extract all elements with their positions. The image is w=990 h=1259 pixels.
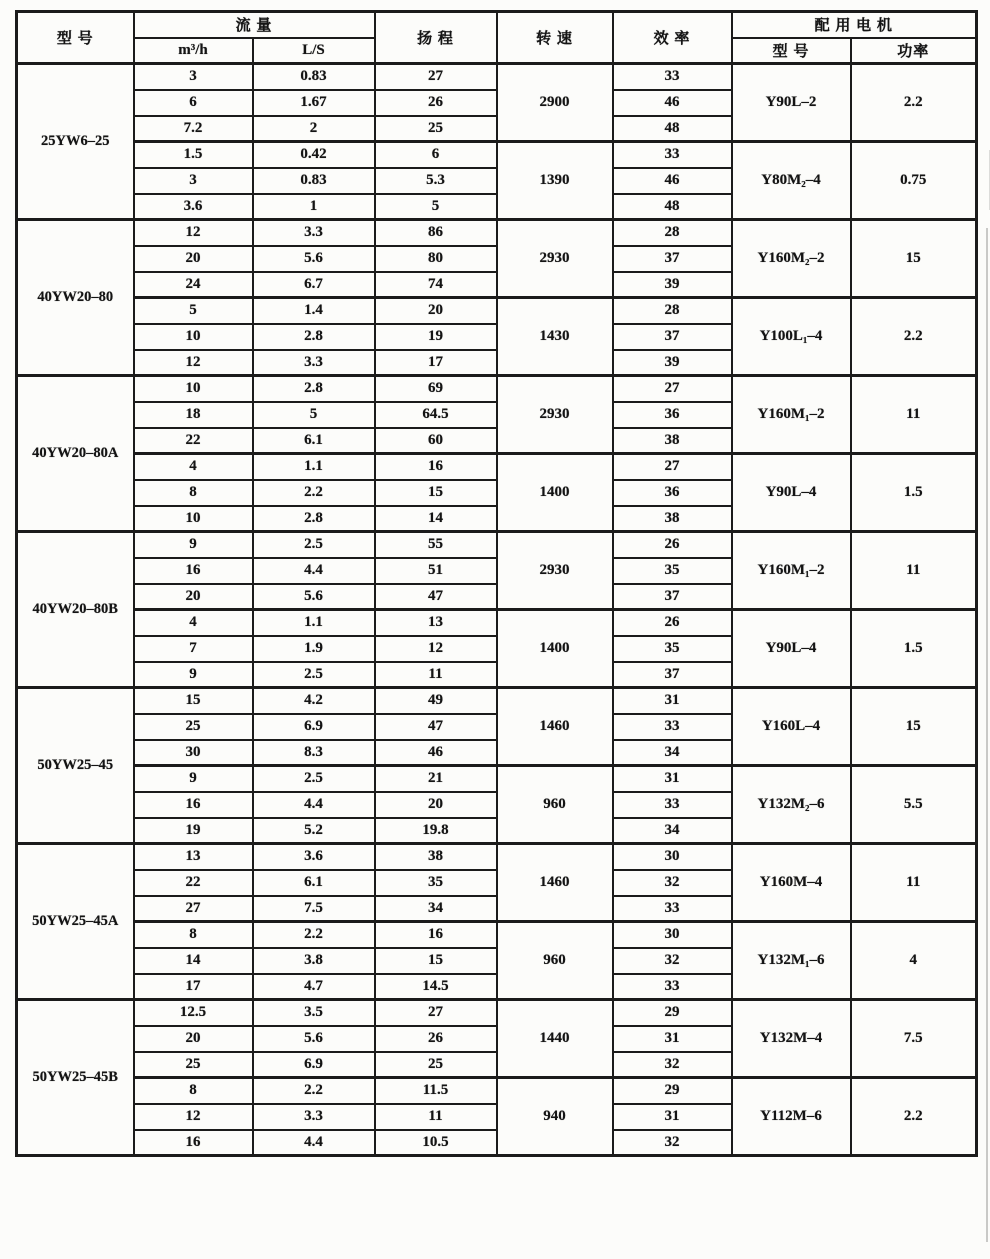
speed-cell: 2930: [497, 376, 613, 454]
motor-model-cell: Y90L–4: [732, 454, 851, 532]
efficiency-cell: 37: [613, 246, 732, 272]
motor-power-cell: 11: [851, 532, 977, 610]
efficiency-cell: 33: [613, 714, 732, 740]
motor-model-cell: Y90L–2: [732, 64, 851, 142]
head-cell: 34: [375, 896, 497, 922]
flow-m3h-cell: 20: [134, 1026, 253, 1052]
flow-ls-cell: 3.6: [253, 844, 375, 870]
flow-ls-cell: 2: [253, 116, 375, 142]
flow-m3h-cell: 25: [134, 714, 253, 740]
flow-ls-cell: 3.8: [253, 948, 375, 974]
header-flow-ls: L/S: [253, 38, 375, 64]
head-cell: 19.8: [375, 818, 497, 844]
motor-model-cell: Y132M₂–6: [732, 766, 851, 844]
head-cell: 47: [375, 584, 497, 610]
flow-ls-cell: 1.1: [253, 610, 375, 636]
header-motor-model: 型 号: [732, 38, 851, 64]
motor-model-cell: Y160M₁–2: [732, 376, 851, 454]
header-row-1: [17, 12, 977, 38]
flow-m3h-cell: 10: [134, 376, 253, 402]
model-name-cell: 50YW25–45B: [17, 1000, 134, 1156]
flow-ls-cell: 5.6: [253, 584, 375, 610]
efficiency-cell: 32: [613, 870, 732, 896]
header-motor-power: 功率: [851, 38, 977, 64]
motor-model-cell: Y160M–4: [732, 844, 851, 922]
motor-model-cell: Y132M₁–6: [732, 922, 851, 1000]
efficiency-cell: 37: [613, 662, 732, 688]
motor-power-cell: 2.2: [851, 1078, 977, 1156]
flow-ls-cell: 6.9: [253, 1052, 375, 1078]
motor-power-cell: 0.75: [851, 142, 977, 220]
head-cell: 11.5: [375, 1078, 497, 1104]
flow-ls-cell: 8.3: [253, 740, 375, 766]
efficiency-cell: 29: [613, 1078, 732, 1104]
head-cell: 15: [375, 480, 497, 506]
head-cell: 51: [375, 558, 497, 584]
flow-ls-cell: 1.4: [253, 298, 375, 324]
motor-model-cell: Y160M₂–2: [732, 220, 851, 298]
head-cell: 11: [375, 662, 497, 688]
efficiency-cell: 32: [613, 1052, 732, 1078]
scan-artifact-right-edge: [986, 228, 988, 1242]
flow-ls-cell: 1.67: [253, 90, 375, 116]
efficiency-cell: 27: [613, 454, 732, 480]
flow-ls-cell: 6.1: [253, 870, 375, 896]
model-name-cell: 25YW6–25: [17, 64, 134, 220]
flow-m3h-cell: 12: [134, 220, 253, 246]
flow-ls-cell: 2.8: [253, 506, 375, 532]
flow-ls-cell: 0.83: [253, 168, 375, 194]
flow-ls-cell: 6.9: [253, 714, 375, 740]
motor-power-cell: 2.2: [851, 298, 977, 376]
table-row: [17, 766, 977, 792]
flow-m3h-cell: 9: [134, 662, 253, 688]
head-cell: 11: [375, 1104, 497, 1130]
speed-cell: 940: [497, 1078, 613, 1156]
efficiency-cell: 37: [613, 584, 732, 610]
flow-m3h-cell: 16: [134, 558, 253, 584]
flow-m3h-cell: 22: [134, 870, 253, 896]
head-cell: 86: [375, 220, 497, 246]
flow-m3h-cell: 8: [134, 480, 253, 506]
motor-power-cell: 11: [851, 376, 977, 454]
flow-m3h-cell: 7.2: [134, 116, 253, 142]
head-cell: 26: [375, 1026, 497, 1052]
head-cell: 5: [375, 194, 497, 220]
efficiency-cell: 31: [613, 688, 732, 714]
motor-power-cell: 11: [851, 844, 977, 922]
head-cell: 69: [375, 376, 497, 402]
speed-cell: 1460: [497, 688, 613, 766]
speed-cell: 1430: [497, 298, 613, 376]
flow-m3h-cell: 22: [134, 428, 253, 454]
head-cell: 64.5: [375, 402, 497, 428]
efficiency-cell: 33: [613, 64, 732, 90]
head-cell: 14.5: [375, 974, 497, 1000]
flow-ls-cell: 4.2: [253, 688, 375, 714]
efficiency-cell: 38: [613, 506, 732, 532]
flow-ls-cell: 4.4: [253, 558, 375, 584]
head-cell: 25: [375, 1052, 497, 1078]
flow-m3h-cell: 14: [134, 948, 253, 974]
efficiency-cell: 33: [613, 142, 732, 168]
table-row: [17, 1000, 977, 1026]
head-cell: 5.3: [375, 168, 497, 194]
flow-m3h-cell: 8: [134, 1078, 253, 1104]
motor-model-cell: Y112M–6: [732, 1078, 851, 1156]
table-row: [17, 844, 977, 870]
efficiency-cell: 34: [613, 818, 732, 844]
motor-power-cell: 1.5: [851, 610, 977, 688]
efficiency-cell: 31: [613, 1026, 732, 1052]
motor-model-cell: Y90L–4: [732, 610, 851, 688]
header-motor-group: 配 用 电 机: [732, 12, 977, 38]
flow-m3h-cell: 10: [134, 506, 253, 532]
motor-power-cell: 4: [851, 922, 977, 1000]
flow-m3h-cell: 10: [134, 324, 253, 350]
speed-cell: 960: [497, 922, 613, 1000]
efficiency-cell: 35: [613, 636, 732, 662]
flow-m3h-cell: 6: [134, 90, 253, 116]
flow-m3h-cell: 12.5: [134, 1000, 253, 1026]
flow-ls-cell: 4.4: [253, 1130, 375, 1156]
efficiency-cell: 38: [613, 428, 732, 454]
flow-ls-cell: 2.2: [253, 922, 375, 948]
pump-spec-table: [15, 10, 978, 1157]
flow-ls-cell: 2.2: [253, 480, 375, 506]
flow-m3h-cell: 12: [134, 1104, 253, 1130]
flow-ls-cell: 6.1: [253, 428, 375, 454]
flow-m3h-cell: 20: [134, 584, 253, 610]
flow-m3h-cell: 16: [134, 1130, 253, 1156]
flow-ls-cell: 4.4: [253, 792, 375, 818]
table-row: [17, 610, 977, 636]
flow-ls-cell: 3.3: [253, 1104, 375, 1130]
speed-cell: 960: [497, 766, 613, 844]
flow-m3h-cell: 7: [134, 636, 253, 662]
head-cell: 10.5: [375, 1130, 497, 1156]
model-name-cell: 40YW20–80B: [17, 532, 134, 688]
flow-m3h-cell: 12: [134, 350, 253, 376]
table-body: [17, 64, 977, 1156]
head-cell: 15: [375, 948, 497, 974]
flow-m3h-cell: 24: [134, 272, 253, 298]
table-row: [17, 1078, 977, 1104]
efficiency-cell: 48: [613, 116, 732, 142]
efficiency-cell: 34: [613, 740, 732, 766]
flow-ls-cell: 4.7: [253, 974, 375, 1000]
head-cell: 16: [375, 922, 497, 948]
head-cell: 14: [375, 506, 497, 532]
head-cell: 16: [375, 454, 497, 480]
efficiency-cell: 33: [613, 896, 732, 922]
header-speed: 转 速: [497, 12, 613, 64]
efficiency-cell: 35: [613, 558, 732, 584]
flow-m3h-cell: 3.6: [134, 194, 253, 220]
head-cell: 25: [375, 116, 497, 142]
flow-m3h-cell: 19: [134, 818, 253, 844]
efficiency-cell: 28: [613, 220, 732, 246]
motor-model-cell: Y132M–4: [732, 1000, 851, 1078]
flow-m3h-cell: 15: [134, 688, 253, 714]
table-row: [17, 532, 977, 558]
head-cell: 49: [375, 688, 497, 714]
motor-model-cell: Y160M₁–2: [732, 532, 851, 610]
head-cell: 19: [375, 324, 497, 350]
flow-m3h-cell: 30: [134, 740, 253, 766]
header-model: 型 号: [17, 12, 134, 64]
model-name-cell: 40YW20–80A: [17, 376, 134, 532]
efficiency-cell: 29: [613, 1000, 732, 1026]
head-cell: 46: [375, 740, 497, 766]
speed-cell: 2900: [497, 64, 613, 142]
efficiency-cell: 36: [613, 402, 732, 428]
motor-power-cell: 2.2: [851, 64, 977, 142]
efficiency-cell: 33: [613, 974, 732, 1000]
flow-ls-cell: 0.42: [253, 142, 375, 168]
efficiency-cell: 37: [613, 324, 732, 350]
efficiency-cell: 36: [613, 480, 732, 506]
flow-m3h-cell: 18: [134, 402, 253, 428]
efficiency-cell: 46: [613, 90, 732, 116]
motor-power-cell: 1.5: [851, 454, 977, 532]
head-cell: 12: [375, 636, 497, 662]
table-row: [17, 376, 977, 402]
flow-m3h-cell: 9: [134, 532, 253, 558]
table-row: [17, 64, 977, 90]
flow-ls-cell: 1.1: [253, 454, 375, 480]
efficiency-cell: 39: [613, 272, 732, 298]
speed-cell: 2930: [497, 220, 613, 298]
flow-m3h-cell: 3: [134, 168, 253, 194]
speed-cell: 1390: [497, 142, 613, 220]
model-name-cell: 50YW25–45: [17, 688, 134, 844]
flow-ls-cell: 0.83: [253, 64, 375, 90]
flow-ls-cell: 7.5: [253, 896, 375, 922]
flow-m3h-cell: 3: [134, 64, 253, 90]
flow-ls-cell: 3.3: [253, 220, 375, 246]
motor-power-cell: 5.5: [851, 766, 977, 844]
efficiency-cell: 33: [613, 792, 732, 818]
flow-ls-cell: 5.2: [253, 818, 375, 844]
flow-m3h-cell: 20: [134, 246, 253, 272]
flow-m3h-cell: 4: [134, 610, 253, 636]
flow-ls-cell: 2.8: [253, 376, 375, 402]
head-cell: 60: [375, 428, 497, 454]
flow-ls-cell: 3.5: [253, 1000, 375, 1026]
head-cell: 80: [375, 246, 497, 272]
motor-power-cell: 7.5: [851, 1000, 977, 1078]
speed-cell: 2930: [497, 532, 613, 610]
head-cell: 26: [375, 90, 497, 116]
motor-model-cell: Y160L–4: [732, 688, 851, 766]
efficiency-cell: 46: [613, 168, 732, 194]
flow-ls-cell: 2.8: [253, 324, 375, 350]
header-head: 扬 程: [375, 12, 497, 64]
flow-ls-cell: 2.2: [253, 1078, 375, 1104]
header-efficiency: 效 率: [613, 12, 732, 64]
table-row: [17, 922, 977, 948]
speed-cell: 1440: [497, 1000, 613, 1078]
table-row: [17, 688, 977, 714]
speed-cell: 1460: [497, 844, 613, 922]
flow-m3h-cell: 1.5: [134, 142, 253, 168]
efficiency-cell: 27: [613, 376, 732, 402]
flow-ls-cell: 5: [253, 402, 375, 428]
motor-power-cell: 15: [851, 220, 977, 298]
head-cell: 6: [375, 142, 497, 168]
flow-m3h-cell: 9: [134, 766, 253, 792]
head-cell: 20: [375, 298, 497, 324]
head-cell: 35: [375, 870, 497, 896]
head-cell: 47: [375, 714, 497, 740]
flow-ls-cell: 6.7: [253, 272, 375, 298]
flow-m3h-cell: 5: [134, 298, 253, 324]
table-row: [17, 454, 977, 480]
efficiency-cell: 39: [613, 350, 732, 376]
head-cell: 20: [375, 792, 497, 818]
efficiency-cell: 26: [613, 610, 732, 636]
motor-power-cell: 15: [851, 688, 977, 766]
speed-cell: 1400: [497, 610, 613, 688]
header-flow-m3h: m³/h: [134, 38, 253, 64]
head-cell: 21: [375, 766, 497, 792]
flow-m3h-cell: 17: [134, 974, 253, 1000]
head-cell: 17: [375, 350, 497, 376]
table-row: [17, 142, 977, 168]
table-header: [17, 12, 977, 64]
efficiency-cell: 26: [613, 532, 732, 558]
flow-ls-cell: 3.3: [253, 350, 375, 376]
flow-ls-cell: 2.5: [253, 662, 375, 688]
flow-ls-cell: 2.5: [253, 532, 375, 558]
efficiency-cell: 28: [613, 298, 732, 324]
flow-ls-cell: 1.9: [253, 636, 375, 662]
efficiency-cell: 31: [613, 766, 732, 792]
efficiency-cell: 31: [613, 1104, 732, 1130]
flow-m3h-cell: 27: [134, 896, 253, 922]
head-cell: 27: [375, 64, 497, 90]
table-row: [17, 298, 977, 324]
efficiency-cell: 48: [613, 194, 732, 220]
head-cell: 74: [375, 272, 497, 298]
speed-cell: 1400: [497, 454, 613, 532]
efficiency-cell: 30: [613, 844, 732, 870]
flow-m3h-cell: 25: [134, 1052, 253, 1078]
head-cell: 38: [375, 844, 497, 870]
flow-m3h-cell: 8: [134, 922, 253, 948]
motor-model-cell: Y100L₁–4: [732, 298, 851, 376]
flow-ls-cell: 1: [253, 194, 375, 220]
efficiency-cell: 32: [613, 1130, 732, 1156]
head-cell: 27: [375, 1000, 497, 1026]
motor-model-cell: Y80M₂–4: [732, 142, 851, 220]
head-cell: 55: [375, 532, 497, 558]
flow-ls-cell: 5.6: [253, 1026, 375, 1052]
efficiency-cell: 30: [613, 922, 732, 948]
head-cell: 13: [375, 610, 497, 636]
flow-m3h-cell: 16: [134, 792, 253, 818]
flow-ls-cell: 2.5: [253, 766, 375, 792]
model-name-cell: 40YW20–80: [17, 220, 134, 376]
header-flow-group: 流 量: [134, 12, 375, 38]
table-row: [17, 220, 977, 246]
model-name-cell: 50YW25–45A: [17, 844, 134, 1000]
flow-ls-cell: 5.6: [253, 246, 375, 272]
flow-m3h-cell: 13: [134, 844, 253, 870]
flow-m3h-cell: 4: [134, 454, 253, 480]
efficiency-cell: 32: [613, 948, 732, 974]
